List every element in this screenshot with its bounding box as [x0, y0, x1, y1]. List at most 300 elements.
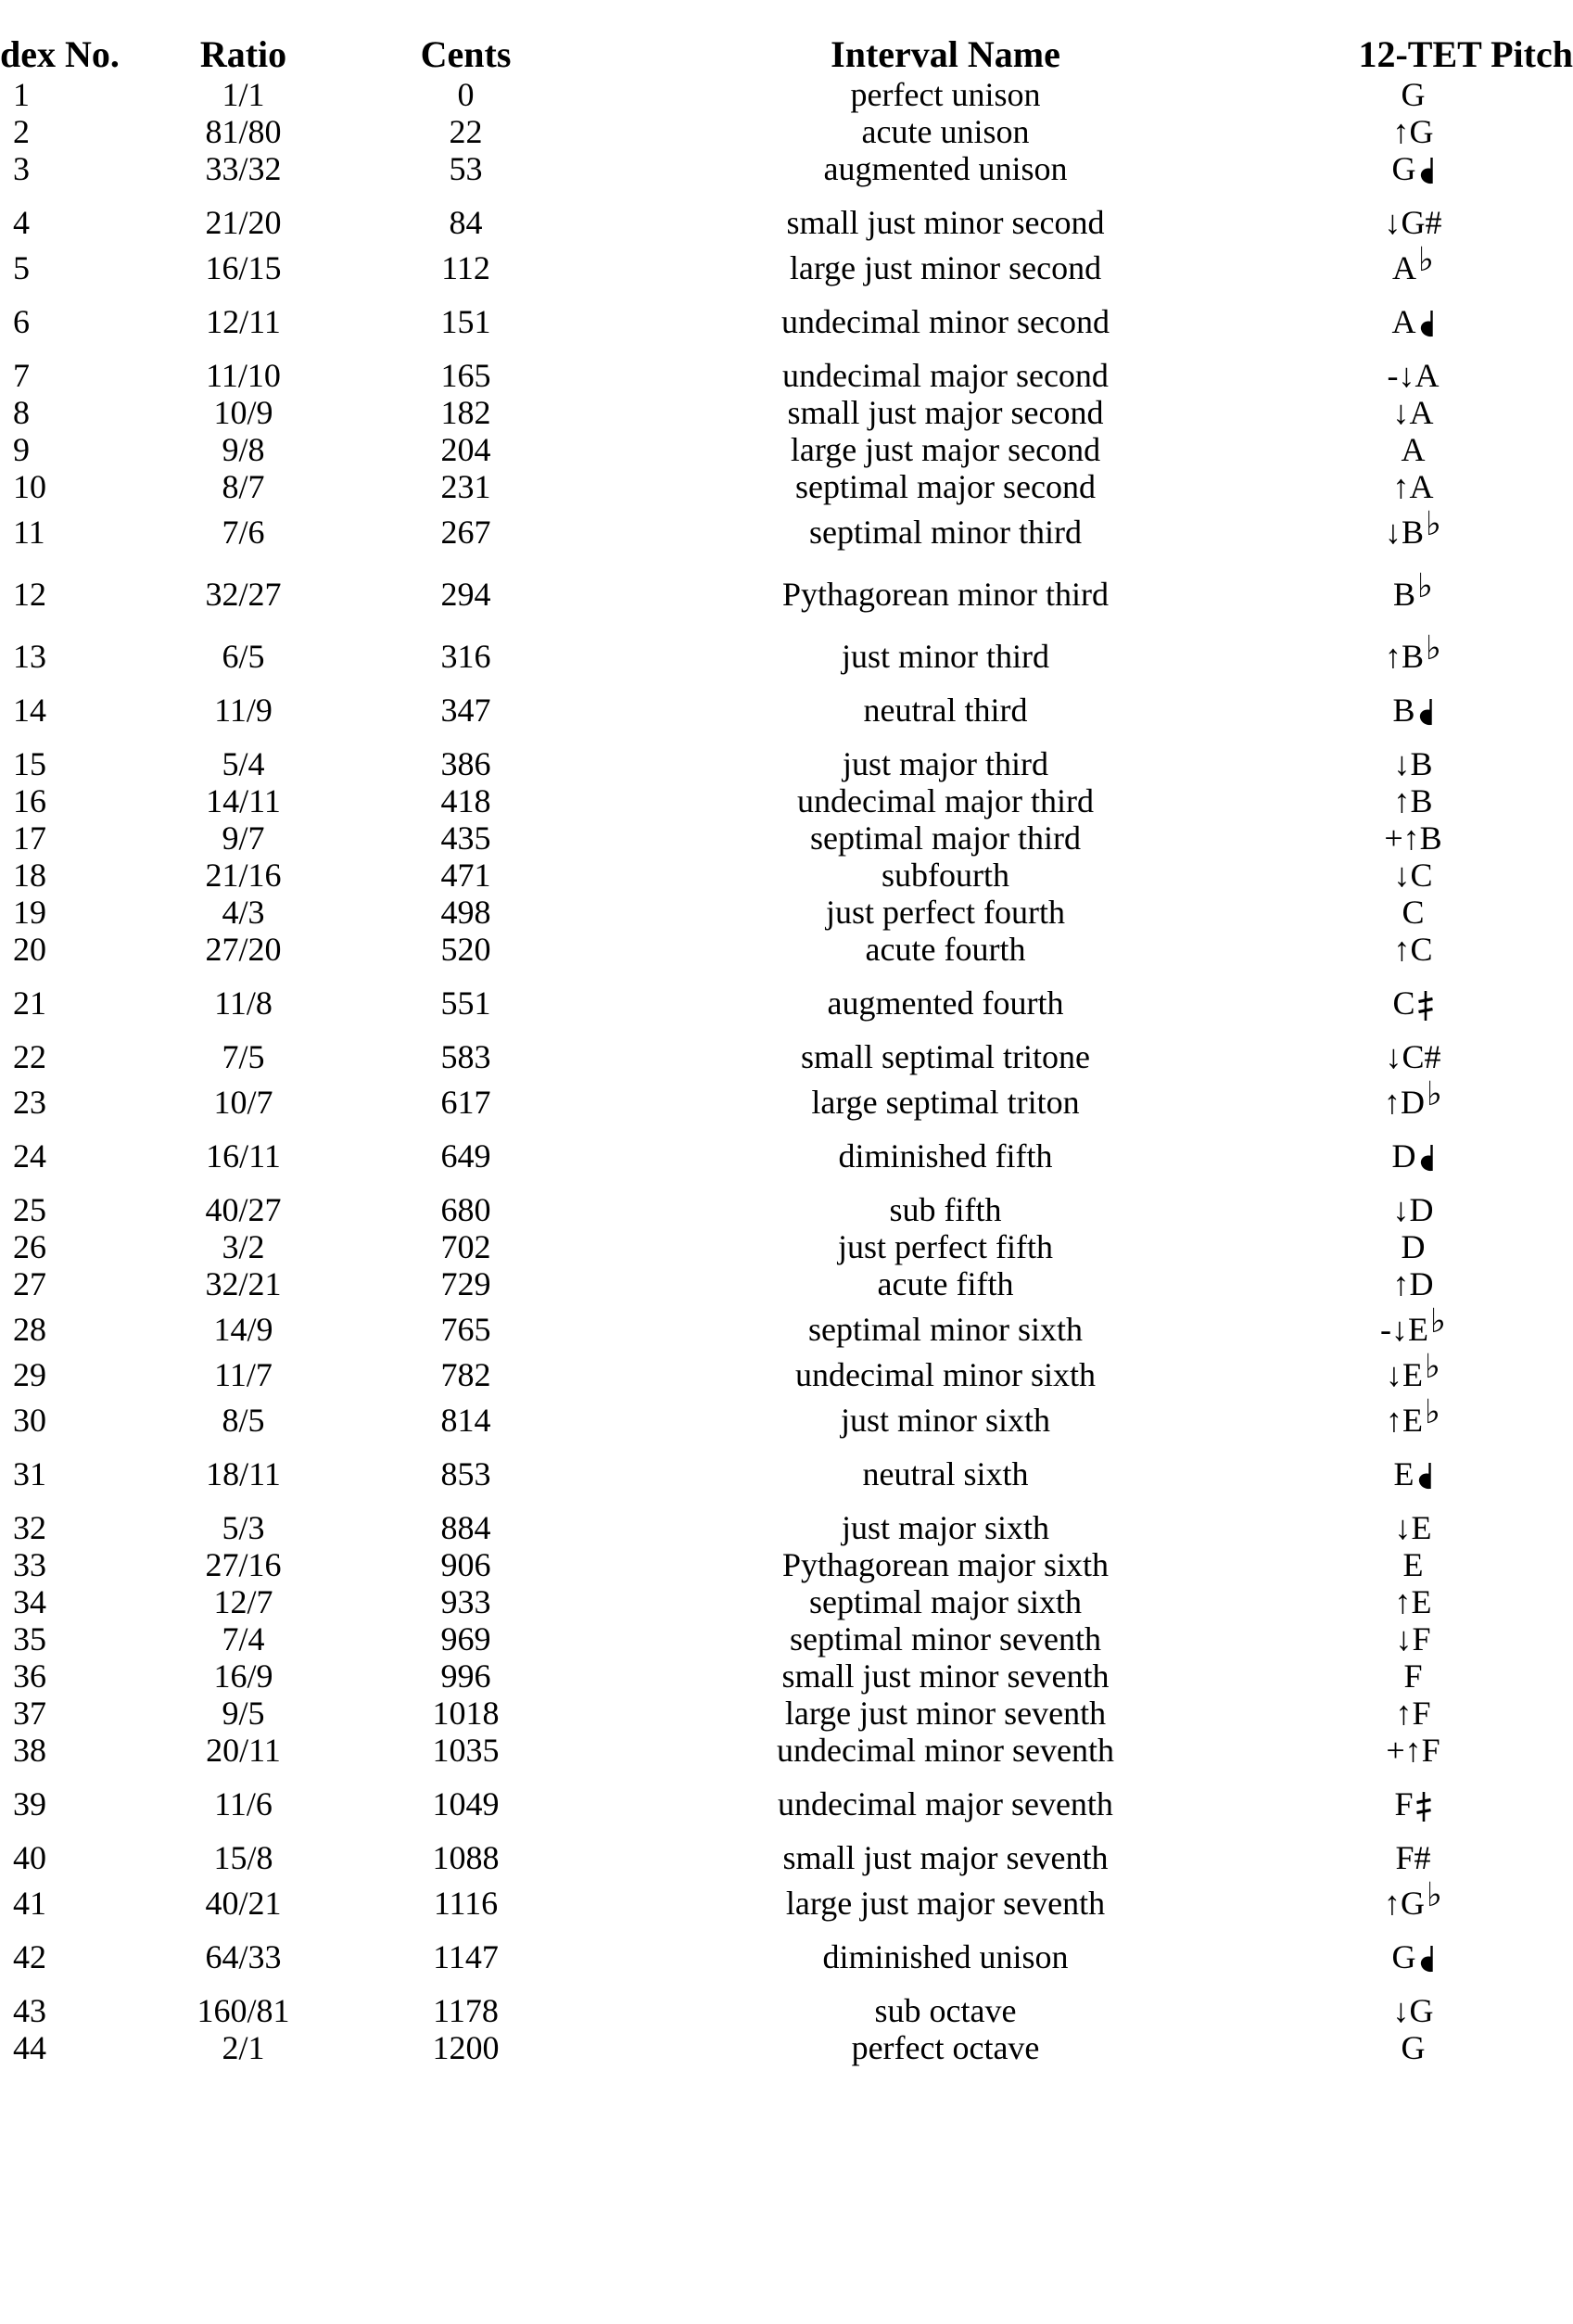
cell-ratio: 16/15: [205, 249, 282, 286]
pitch-letter: D: [1391, 1137, 1416, 1175]
cell-interval-name: sub fifth: [889, 1191, 1002, 1228]
table-header: [0, 0, 1573, 76]
cell-interval-name: septimal minor third: [809, 514, 1082, 551]
cell-cents: 112: [441, 249, 490, 286]
cell-12tet-pitch: [1316, 1175, 1573, 1228]
pitch-notation: [1395, 1509, 1432, 1546]
pitch-arrow-down-icon: ↓: [1398, 357, 1415, 394]
table-row: [0, 1022, 1573, 1075]
pitch-notation: [1402, 76, 1426, 113]
pitch-notation: [1393, 931, 1432, 968]
cell-interval-name: augmented fourth: [827, 984, 1064, 1022]
pitch-sign-minus: -: [1380, 1311, 1391, 1348]
cell-12tet-pitch: [1316, 2029, 1573, 2066]
cell-cents: 617: [440, 1084, 491, 1121]
cell-index: 13: [13, 638, 46, 675]
cell-interval-name: small septimal tritone: [801, 1038, 1090, 1075]
cell-12tet-pitch: [1316, 1439, 1573, 1492]
pitch-arrow-down-icon: ↓: [1394, 1509, 1412, 1546]
cell-index: 43: [13, 1992, 46, 2029]
table-row: [0, 1492, 1573, 1546]
table-row: [0, 1583, 1573, 1620]
cell-interval-name: large septimal triton: [811, 1084, 1080, 1121]
pitch-notation: [1388, 357, 1440, 394]
pitch-notation: [1402, 2029, 1426, 2066]
pitch-letter: B: [1402, 514, 1425, 551]
cell-interval-name: large just major second: [790, 431, 1101, 468]
cell-ratio: 14/9: [213, 1311, 273, 1348]
cell-12tet-pitch: [1316, 286, 1573, 340]
cell-cents: 231: [440, 468, 491, 505]
cell-index: 30: [13, 1402, 46, 1439]
pitch-arrow-up-icon: ↑: [1393, 782, 1411, 819]
table-row: [0, 782, 1573, 819]
pitch-letter: C: [1410, 931, 1433, 968]
pitch-arrow-up-icon: ↑: [1395, 1695, 1413, 1732]
pitch-notation: [1402, 894, 1424, 931]
cell-ratio: 27/20: [205, 931, 282, 968]
cell-interval-name: acute fifth: [877, 1265, 1014, 1302]
cell-12tet-pitch: [1316, 1492, 1573, 1546]
table-row: [0, 857, 1573, 894]
cell-index: 33: [13, 1546, 46, 1583]
cell-ratio: 8/5: [222, 1402, 265, 1439]
pitch-arrow-up-icon: ↑: [1394, 1583, 1412, 1620]
pitch-notation: [1395, 1695, 1430, 1732]
cell-12tet-pitch: [1316, 1546, 1573, 1583]
cell-ratio: 2/1: [222, 2029, 265, 2066]
pitch-letter: D: [1401, 1228, 1426, 1265]
pitch-letter: E: [1411, 1509, 1432, 1546]
cell-index: 23: [13, 1084, 46, 1121]
cell-cents: 84: [449, 204, 483, 241]
cell-index: 2: [13, 113, 30, 150]
table-row: [0, 1175, 1573, 1228]
cell-interval-name: large just minor seventh: [784, 1695, 1107, 1732]
pitch-notation: [1393, 567, 1433, 613]
cell-index: 10: [13, 468, 46, 505]
pitch-notation: [1393, 113, 1434, 150]
pitch-notation: [1393, 745, 1432, 782]
pitch-arrow-down-icon: ↓: [1395, 1620, 1413, 1657]
cell-index: 36: [13, 1657, 46, 1695]
pitch-letter: B: [1402, 638, 1425, 675]
pitch-letter: F: [1421, 1732, 1440, 1769]
cell-interval-name: subfourth: [882, 857, 1009, 894]
half-flat-icon: [1416, 1461, 1433, 1492]
cell-12tet-pitch: [1316, 394, 1573, 431]
flat-icon: ♭: [1427, 1075, 1442, 1112]
cell-interval-name: neutral third: [863, 692, 1028, 729]
cell-ratio: 12/11: [206, 303, 281, 340]
table-row: [0, 931, 1573, 968]
table-row: [0, 431, 1573, 468]
cell-12tet-pitch: [1316, 1265, 1573, 1302]
cell-cents: 0: [457, 76, 475, 113]
pitch-notation: [1393, 394, 1434, 431]
pitch-notation: [1393, 1265, 1434, 1302]
pitch-letter: E: [1411, 1583, 1432, 1620]
header-row: [0, 0, 1573, 76]
cell-cents: 435: [440, 819, 491, 857]
cell-12tet-pitch: [1316, 1022, 1573, 1075]
pitch-notation: [1403, 1657, 1422, 1695]
cell-cents: 1049: [432, 1785, 500, 1822]
cell-cents: 906: [440, 1546, 491, 1583]
cell-index: 19: [13, 894, 46, 931]
pitch-letter: E: [1402, 1546, 1424, 1583]
cell-12tet-pitch: [1316, 1876, 1573, 1922]
cell-interval-name: sub octave: [874, 1992, 1017, 2029]
table-row: [0, 241, 1573, 286]
cell-12tet-pitch: [1316, 1657, 1573, 1695]
cell-cents: 53: [449, 150, 483, 187]
cell-12tet-pitch: [1316, 931, 1573, 968]
cell-interval-name: just perfect fifth: [838, 1228, 1053, 1265]
pitch-arrow-up-icon: ↑: [1404, 1732, 1422, 1769]
pitch-letter: A: [1392, 249, 1416, 286]
table-row: [0, 468, 1573, 505]
cell-cents: 729: [440, 1265, 491, 1302]
cell-cents: 471: [440, 857, 491, 894]
cell-12tet-pitch: [1316, 857, 1573, 894]
pitch-arrow-up-icon: ↑: [1392, 468, 1410, 505]
table-row: [0, 113, 1573, 150]
cell-index: 9: [13, 431, 30, 468]
cell-interval-name: undecimal major seventh: [778, 1785, 1113, 1822]
cell-index: 29: [13, 1356, 46, 1393]
table-row: [0, 1546, 1573, 1583]
cell-12tet-pitch: [1316, 1769, 1573, 1822]
table-row: [0, 1657, 1573, 1695]
table-row: [0, 1302, 1573, 1348]
flat-icon: ♭: [1426, 629, 1441, 667]
pitch-notation: [1386, 1732, 1440, 1769]
pitch-notation: [1392, 692, 1433, 729]
pitch-letter: G: [1401, 2029, 1426, 2066]
table-row: [0, 729, 1573, 782]
table-row: [0, 1228, 1573, 1265]
cell-interval-name: augmented unison: [823, 150, 1068, 187]
pitch-arrow-down-icon: ↓: [1393, 857, 1411, 894]
cell-ratio: 12/7: [213, 1583, 273, 1620]
cell-cents: 347: [440, 692, 491, 729]
cell-interval-name: acute fourth: [865, 931, 1026, 968]
cell-12tet-pitch: [1316, 675, 1573, 729]
cell-interval-name: neutral sixth: [862, 1455, 1029, 1492]
cell-12tet-pitch: [1316, 340, 1573, 394]
pitch-letter: A: [1409, 394, 1434, 431]
cell-12tet-pitch: [1316, 1393, 1573, 1439]
pitch-letter: G: [1409, 113, 1434, 150]
table-row: [0, 613, 1573, 675]
cell-index: 28: [13, 1311, 46, 1348]
pitch-letter: C: [1402, 894, 1425, 931]
pitch-letter: A: [1401, 431, 1426, 468]
cell-12tet-pitch: [1316, 150, 1573, 187]
cell-interval-name: Pythagorean major sixth: [782, 1546, 1109, 1583]
pitch-letter: D: [1401, 1084, 1425, 1121]
cell-interval-name: perfect unison: [850, 76, 1041, 113]
pitch-letter: F: [1412, 1620, 1431, 1657]
pitch-notation: [1392, 241, 1434, 286]
half-sharp-icon: [1415, 1791, 1432, 1822]
cell-ratio: 32/21: [205, 1265, 282, 1302]
cell-ratio: 40/27: [205, 1191, 282, 1228]
table-row: [0, 1393, 1573, 1439]
cell-index: 7: [13, 357, 30, 394]
table-row: [0, 1265, 1573, 1302]
pitch-sign-plus: +: [1384, 819, 1403, 857]
cell-interval-name: septimal minor seventh: [790, 1620, 1101, 1657]
cell-cents: 1147: [433, 1938, 499, 1975]
half-flat-icon: [1418, 309, 1435, 340]
pitch-notation: [1384, 819, 1441, 857]
pitch-notation: [1393, 468, 1434, 505]
cell-interval-name: just minor sixth: [840, 1402, 1051, 1439]
cell-ratio: 14/11: [206, 782, 281, 819]
cell-ratio: 15/8: [213, 1839, 273, 1876]
cell-ratio: 21/20: [205, 204, 282, 241]
pitch-notation: [1392, 303, 1435, 340]
flat-icon: ♭: [1418, 241, 1434, 278]
cell-cents: 765: [440, 1311, 491, 1348]
cell-ratio: 9/7: [222, 819, 265, 857]
cell-interval-name: undecimal minor second: [781, 303, 1110, 340]
cell-12tet-pitch: [1316, 1121, 1573, 1175]
pitch-notation: [1395, 1839, 1430, 1876]
pitch-arrow-up-icon: ↑: [1392, 113, 1410, 150]
cell-interval-name: perfect octave: [851, 2029, 1040, 2066]
cell-cents: 1116: [433, 1885, 499, 1922]
cell-ratio: 7/6: [222, 514, 265, 551]
cell-ratio: 20/11: [206, 1732, 281, 1769]
pitch-arrow-up-icon: ↑: [1402, 819, 1420, 857]
cell-12tet-pitch: [1316, 551, 1573, 613]
cell-cents: 498: [440, 894, 491, 931]
pitch-notation: [1393, 1992, 1434, 2029]
cell-cents: 22: [449, 113, 483, 150]
pitch-letter: G: [1391, 1938, 1416, 1975]
pitch-notation: [1392, 1938, 1435, 1975]
cell-12tet-pitch: [1316, 613, 1573, 675]
cell-12tet-pitch: [1316, 1583, 1573, 1620]
pitch-arrow-up-icon: ↑: [1384, 1084, 1401, 1121]
cell-ratio: 33/32: [205, 150, 282, 187]
cell-12tet-pitch: [1316, 782, 1573, 819]
cell-interval-name: just major third: [843, 745, 1048, 782]
cell-interval-name: small just major second: [787, 394, 1104, 431]
table-row: [0, 2029, 1573, 2066]
table-body: [0, 76, 1573, 2066]
table-row: [0, 1439, 1573, 1492]
pitch-letter: E: [1402, 1402, 1423, 1439]
cell-index: 44: [13, 2029, 46, 2066]
pitch-letter: E: [1393, 1455, 1414, 1492]
pitch-notation: [1394, 1455, 1433, 1492]
table-row: [0, 1876, 1573, 1922]
flat-icon: ♭: [1425, 1348, 1440, 1385]
cell-interval-name: undecimal minor seventh: [777, 1732, 1114, 1769]
cell-index: 35: [13, 1620, 46, 1657]
pitch-letter: B: [1410, 745, 1433, 782]
pitch-letter: E: [1402, 1356, 1423, 1393]
pitch-letter: G: [1391, 150, 1416, 187]
cell-index: 24: [13, 1137, 46, 1175]
cell-12tet-pitch: [1316, 113, 1573, 150]
table-row: [0, 340, 1573, 394]
cell-index: 15: [13, 745, 46, 782]
table-row: [0, 1822, 1573, 1876]
cell-ratio: 9/5: [222, 1695, 265, 1732]
cell-index: 27: [13, 1265, 46, 1302]
flat-icon: ♭: [1427, 1876, 1442, 1913]
table-row: [0, 1769, 1573, 1822]
table-row: [0, 1075, 1573, 1121]
cell-interval-name: undecimal major second: [782, 357, 1109, 394]
cell-interval-name: small just minor second: [786, 204, 1105, 241]
pitch-arrow-down-icon: ↓: [1392, 1191, 1410, 1228]
cell-cents: 182: [440, 394, 491, 431]
cell-interval-name: small just major seventh: [782, 1839, 1109, 1876]
cell-index: 16: [13, 782, 46, 819]
pitch-letter: B: [1393, 576, 1416, 613]
cell-12tet-pitch: [1316, 1075, 1573, 1121]
cell-ratio: 11/7: [214, 1356, 273, 1393]
cell-ratio: 10/7: [213, 1084, 273, 1121]
table-row: [0, 1732, 1573, 1769]
pitch-notation: [1380, 1302, 1446, 1348]
cell-interval-name: undecimal minor sixth: [795, 1356, 1096, 1393]
cell-index: 22: [13, 1038, 46, 1075]
cell-ratio: 40/21: [205, 1885, 282, 1922]
cell-cents: 520: [440, 931, 491, 968]
half-flat-icon: [1418, 1944, 1435, 1975]
table-row: [0, 894, 1573, 931]
cell-cents: 1088: [432, 1839, 500, 1876]
cell-index: 37: [13, 1695, 46, 1732]
pitch-notation: [1392, 1137, 1435, 1175]
cell-index: 14: [13, 692, 46, 729]
cell-ratio: 64/33: [205, 1938, 282, 1975]
cell-ratio: 4/3: [222, 894, 265, 931]
pitch-notation: [1386, 1393, 1440, 1439]
pitch-arrow-down-icon: ↓: [1393, 745, 1411, 782]
cell-ratio: 11/8: [214, 984, 273, 1022]
pitch-notation: [1403, 1546, 1424, 1583]
cell-cents: 316: [440, 638, 491, 675]
pitch-notation: [1384, 1876, 1442, 1922]
cell-12tet-pitch: [1316, 1348, 1573, 1393]
pitch-letter: F#: [1395, 1839, 1431, 1876]
cell-cents: 814: [440, 1402, 491, 1439]
cell-index: 41: [13, 1885, 46, 1922]
cell-index: 21: [13, 984, 46, 1022]
pitch-arrow-down-icon: ↓: [1385, 1038, 1402, 1075]
cell-12tet-pitch: [1316, 1732, 1573, 1769]
pitch-letter: E: [1408, 1311, 1428, 1348]
pitch-notation: [1385, 1038, 1440, 1075]
pitch-notation: [1393, 857, 1432, 894]
pitch-letter: D: [1409, 1265, 1434, 1302]
pitch-arrow-down-icon: ↓: [1391, 1311, 1408, 1348]
table-row: [0, 819, 1573, 857]
cell-ratio: 27/16: [205, 1546, 282, 1583]
cell-ratio: 11/10: [206, 357, 281, 394]
pitch-letter: C: [1392, 984, 1415, 1022]
cell-ratio: 9/8: [222, 431, 265, 468]
cell-index: 38: [13, 1732, 46, 1769]
table-row: [0, 968, 1573, 1022]
cell-interval-name: diminished fifth: [838, 1137, 1053, 1175]
cell-index: 3: [13, 150, 30, 187]
half-flat-icon: [1418, 1143, 1435, 1175]
pitch-notation: [1384, 1075, 1442, 1121]
pitch-notation: [1402, 431, 1426, 468]
cell-interval-name: Pythagorean minor third: [782, 576, 1109, 613]
pitch-arrow-down-icon: ↓: [1392, 394, 1410, 431]
cell-index: 4: [13, 204, 30, 241]
table-row: [0, 1695, 1573, 1732]
pitch-sign-plus: +: [1386, 1732, 1405, 1769]
cell-index: 26: [13, 1228, 46, 1265]
cell-ratio: 6/5: [222, 638, 265, 675]
cell-index: 31: [13, 1455, 46, 1492]
cell-index: 39: [13, 1785, 46, 1822]
cell-index: 25: [13, 1191, 46, 1228]
cell-12tet-pitch: [1316, 1695, 1573, 1732]
cell-ratio: 11/9: [214, 692, 273, 729]
pitch-notation: [1393, 782, 1432, 819]
cell-12tet-pitch: [1316, 505, 1573, 551]
pitch-arrow-down-icon: ↓: [1384, 204, 1402, 241]
pitch-notation: [1386, 1348, 1440, 1393]
cell-12tet-pitch: [1316, 76, 1573, 113]
pitch-notation: [1402, 1228, 1426, 1265]
pitch-letter: F: [1403, 1657, 1423, 1695]
cell-ratio: 81/80: [205, 113, 282, 150]
pitch-letter: D: [1409, 1191, 1434, 1228]
cell-cents: 386: [440, 745, 491, 782]
cell-ratio: 7/4: [222, 1620, 265, 1657]
table-row: [0, 1975, 1573, 2029]
cell-index: 20: [13, 931, 46, 968]
pitch-notation: [1395, 1583, 1432, 1620]
cell-12tet-pitch: [1316, 431, 1573, 468]
cell-index: 1: [13, 76, 30, 113]
cell-interval-name: septimal major sixth: [809, 1583, 1082, 1620]
cell-cents: 680: [440, 1191, 491, 1228]
pitch-notation: [1392, 984, 1433, 1022]
pitch-sign-minus: -: [1387, 357, 1399, 394]
cell-12tet-pitch: [1316, 894, 1573, 931]
flat-icon: ♭: [1417, 567, 1433, 604]
cell-12tet-pitch: [1316, 241, 1573, 286]
pitch-letter: F: [1412, 1695, 1431, 1732]
cell-cents: 267: [440, 514, 491, 551]
cell-12tet-pitch: [1316, 968, 1573, 1022]
table-row: [0, 76, 1573, 113]
cell-cents: 165: [440, 357, 491, 394]
cell-index: 18: [13, 857, 46, 894]
table-row: [0, 505, 1573, 551]
pitch-notation: [1395, 1620, 1430, 1657]
cell-ratio: 5/4: [222, 745, 265, 782]
cell-ratio: 10/9: [213, 394, 273, 431]
cell-12tet-pitch: [1316, 819, 1573, 857]
cell-ratio: 21/16: [205, 857, 282, 894]
cell-interval-name: small just minor seventh: [781, 1657, 1110, 1695]
